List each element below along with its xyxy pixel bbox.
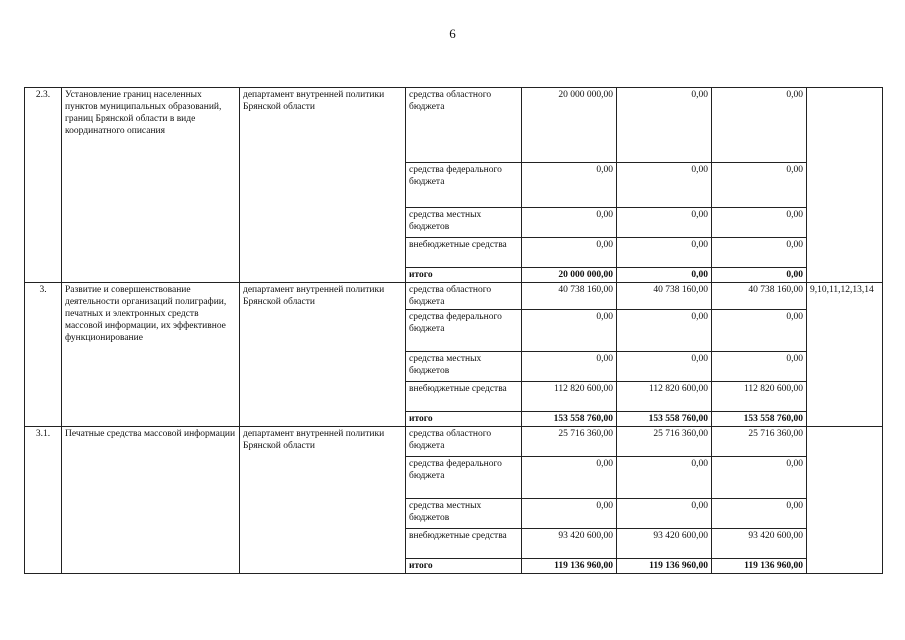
funding-source: средства областного бюджета xyxy=(406,88,522,163)
amount-year-2: 40 738 160,00 xyxy=(617,283,712,310)
amount-year-1: 0,00 xyxy=(522,352,617,382)
item-executor: департамент внутренней политики Брянской области xyxy=(240,283,406,427)
item-executor: департамент внутренней политики Брянской области xyxy=(240,427,406,574)
funding-source: итого xyxy=(406,559,522,574)
funding-source: внебюджетные средства xyxy=(406,238,522,268)
amount-year-2: 112 820 600,00 xyxy=(617,382,712,412)
amount-year-3: 0,00 xyxy=(712,268,807,283)
amount-year-2: 0,00 xyxy=(617,499,712,529)
amount-year-1: 0,00 xyxy=(522,310,617,352)
target-indicators xyxy=(807,88,883,283)
amount-year-3: 0,00 xyxy=(712,163,807,208)
amount-year-2: 0,00 xyxy=(617,310,712,352)
funding-source: внебюджетные средства xyxy=(406,382,522,412)
amount-year-1: 153 558 760,00 xyxy=(522,412,617,427)
amount-year-1: 20 000 000,00 xyxy=(522,88,617,163)
amount-year-2: 0,00 xyxy=(617,268,712,283)
amount-year-3: 93 420 600,00 xyxy=(712,529,807,559)
funding-source: итого xyxy=(406,412,522,427)
funding-source: итого xyxy=(406,268,522,283)
amount-year-2: 0,00 xyxy=(617,352,712,382)
amount-year-2: 25 716 360,00 xyxy=(617,427,712,457)
funding-source: средства местных бюджетов xyxy=(406,499,522,529)
item-name: Печатные средства массовой информации xyxy=(62,427,240,574)
funding-source: средства областного бюджета xyxy=(406,427,522,457)
amount-year-3: 0,00 xyxy=(712,88,807,163)
amount-year-3: 119 136 960,00 xyxy=(712,559,807,574)
amount-year-2: 0,00 xyxy=(617,163,712,208)
page-number: 6 xyxy=(449,26,456,41)
amount-year-3: 0,00 xyxy=(712,499,807,529)
amount-year-3: 112 820 600,00 xyxy=(712,382,807,412)
budget-table xyxy=(24,87,883,574)
amount-year-1: 0,00 xyxy=(522,499,617,529)
amount-year-1: 0,00 xyxy=(522,208,617,238)
item-code: 3.1. xyxy=(25,427,62,574)
amount-year-1: 40 738 160,00 xyxy=(522,283,617,310)
amount-year-2: 0,00 xyxy=(617,88,712,163)
item-executor: департамент внутренней политики Брянской области xyxy=(240,88,406,283)
amount-year-2: 0,00 xyxy=(617,208,712,238)
amount-year-2: 153 558 760,00 xyxy=(617,412,712,427)
amount-year-1: 112 820 600,00 xyxy=(522,382,617,412)
table-row xyxy=(25,88,883,163)
amount-year-2: 0,00 xyxy=(617,238,712,268)
item-code: 3. xyxy=(25,283,62,427)
funding-source: средства областного бюджета xyxy=(406,283,522,310)
amount-year-3: 0,00 xyxy=(712,352,807,382)
amount-year-1: 119 136 960,00 xyxy=(522,559,617,574)
item-code: 2.3. xyxy=(25,88,62,283)
amount-year-1: 0,00 xyxy=(522,238,617,268)
amount-year-1: 20 000 000,00 xyxy=(522,268,617,283)
amount-year-2: 93 420 600,00 xyxy=(617,529,712,559)
table-row xyxy=(25,427,883,457)
amount-year-3: 153 558 760,00 xyxy=(712,412,807,427)
item-name: Установление границ населенных пунктов муниципальных образований, границ Брянской области в виде координатного описания xyxy=(62,88,240,283)
table-row xyxy=(25,283,883,310)
amount-year-1: 0,00 xyxy=(522,163,617,208)
target-indicators xyxy=(807,427,883,574)
funding-source: средства местных бюджетов xyxy=(406,352,522,382)
amount-year-1: 25 716 360,00 xyxy=(522,427,617,457)
amount-year-1: 93 420 600,00 xyxy=(522,529,617,559)
funding-source: средства местных бюджетов xyxy=(406,208,522,238)
funding-source: внебюджетные средства xyxy=(406,529,522,559)
item-name: Развитие и совершенствование деятельности организаций полиграфии, печатных и электронных средств массовой информации, их эффективное функционирование xyxy=(62,283,240,427)
amount-year-3: 0,00 xyxy=(712,238,807,268)
amount-year-3: 25 716 360,00 xyxy=(712,427,807,457)
amount-year-3: 0,00 xyxy=(712,457,807,499)
amount-year-3: 0,00 xyxy=(712,310,807,352)
amount-year-2: 119 136 960,00 xyxy=(617,559,712,574)
target-indicators: 9,10,11,12,13,14 xyxy=(807,283,883,427)
funding-source: средства федерального бюджета xyxy=(406,163,522,208)
amount-year-1: 0,00 xyxy=(522,457,617,499)
amount-year-3: 0,00 xyxy=(712,208,807,238)
amount-year-2: 0,00 xyxy=(617,457,712,499)
funding-source: средства федерального бюджета xyxy=(406,457,522,499)
funding-source: средства федерального бюджета xyxy=(406,310,522,352)
amount-year-3: 40 738 160,00 xyxy=(712,283,807,310)
